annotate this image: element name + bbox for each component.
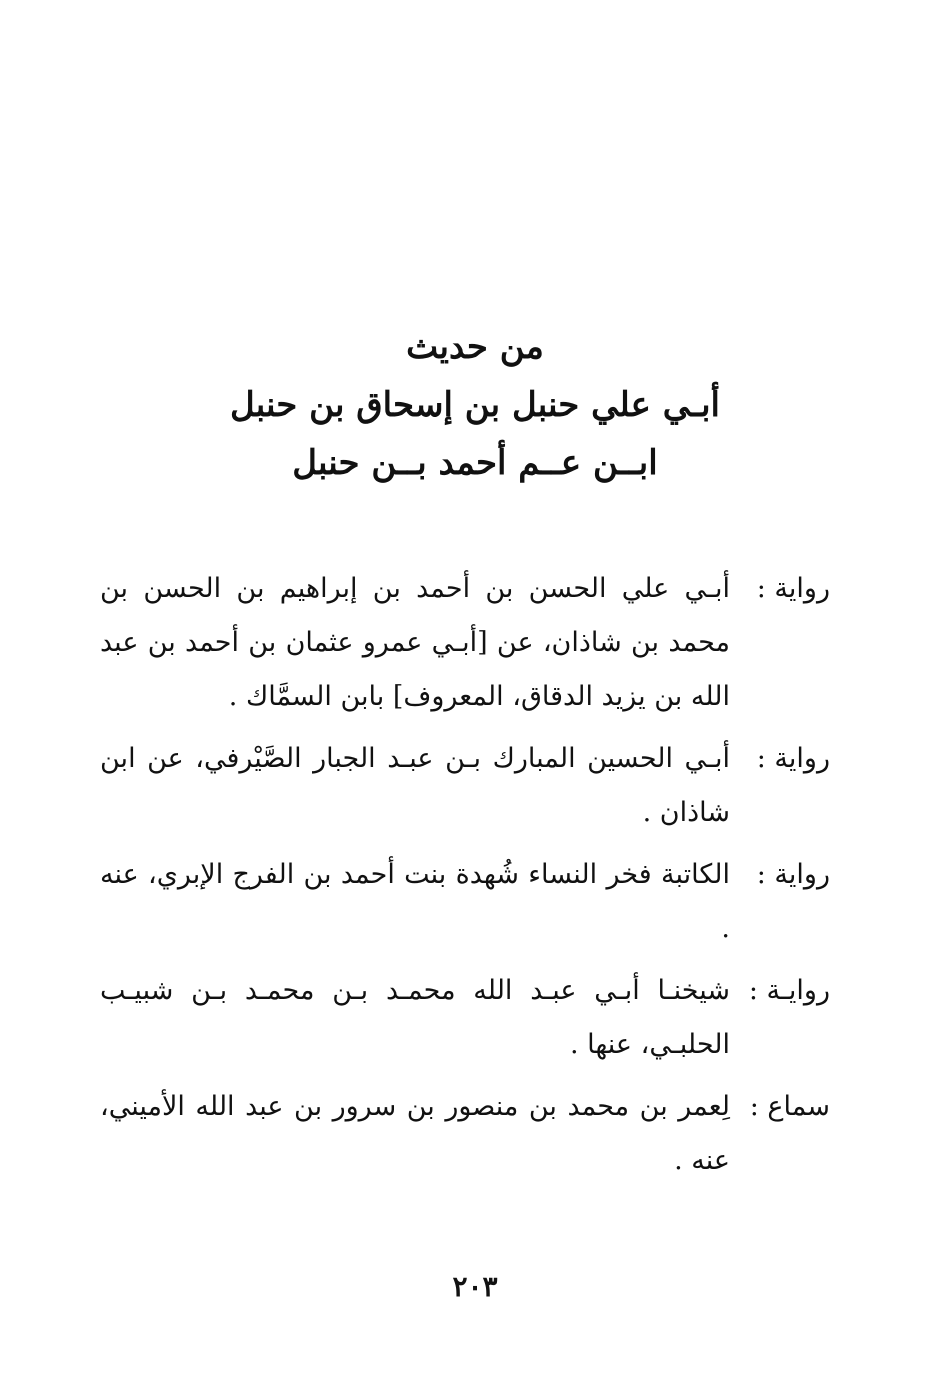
narration-entry <box>100 1080 830 1188</box>
entry-label: رواية : <box>756 743 830 774</box>
title-line-3: ابــن عــم أحمد بــن حنبل <box>292 443 658 483</box>
narration-entry <box>100 732 830 840</box>
narration-list <box>100 562 830 1196</box>
narration-entry <box>100 964 830 1072</box>
entry-text: شيخنـا أبـي عبـد الله محمـد بـن محمـد بـن شبيـب الحلبـي، عنها . <box>100 975 730 1060</box>
title-block <box>0 318 950 492</box>
narration-entry <box>100 562 830 724</box>
narration-entry <box>100 848 830 956</box>
title-line-2: أبـي علي حنبل بن إسحاق بن حنبل <box>230 385 720 425</box>
entry-text: الكاتبة فخر النساء شُهدة بنت أحمد بن الفرج الإبري، عنه . <box>100 859 730 944</box>
title-line-1: من حديث <box>406 327 544 367</box>
entry-label: روايـة : <box>748 975 830 1006</box>
entry-text: أبـي علي الحسن بن أحمد بن إبراهيم بن الحسن بن محمد بن شاذان، عن [أبـي عمرو عثمان بن أحمد بن عبد الله بن يزيد الدقاق، المعروف] بابن السمَّاك . <box>100 573 730 712</box>
entry-label: رواية : <box>756 573 830 604</box>
page-number: ٢٠٣ <box>452 1270 498 1303</box>
entry-text: أبـي الحسين المبارك بـن عبـد الجبار الصَّيْرفي، عن ابن شاذان . <box>100 743 730 828</box>
entry-text: لِعمر بن محمد بن منصور بن سرور بن عبد الله الأميني، عنه . <box>100 1091 730 1176</box>
entry-label: رواية : <box>756 859 830 890</box>
entry-label: سماع : <box>749 1091 830 1122</box>
